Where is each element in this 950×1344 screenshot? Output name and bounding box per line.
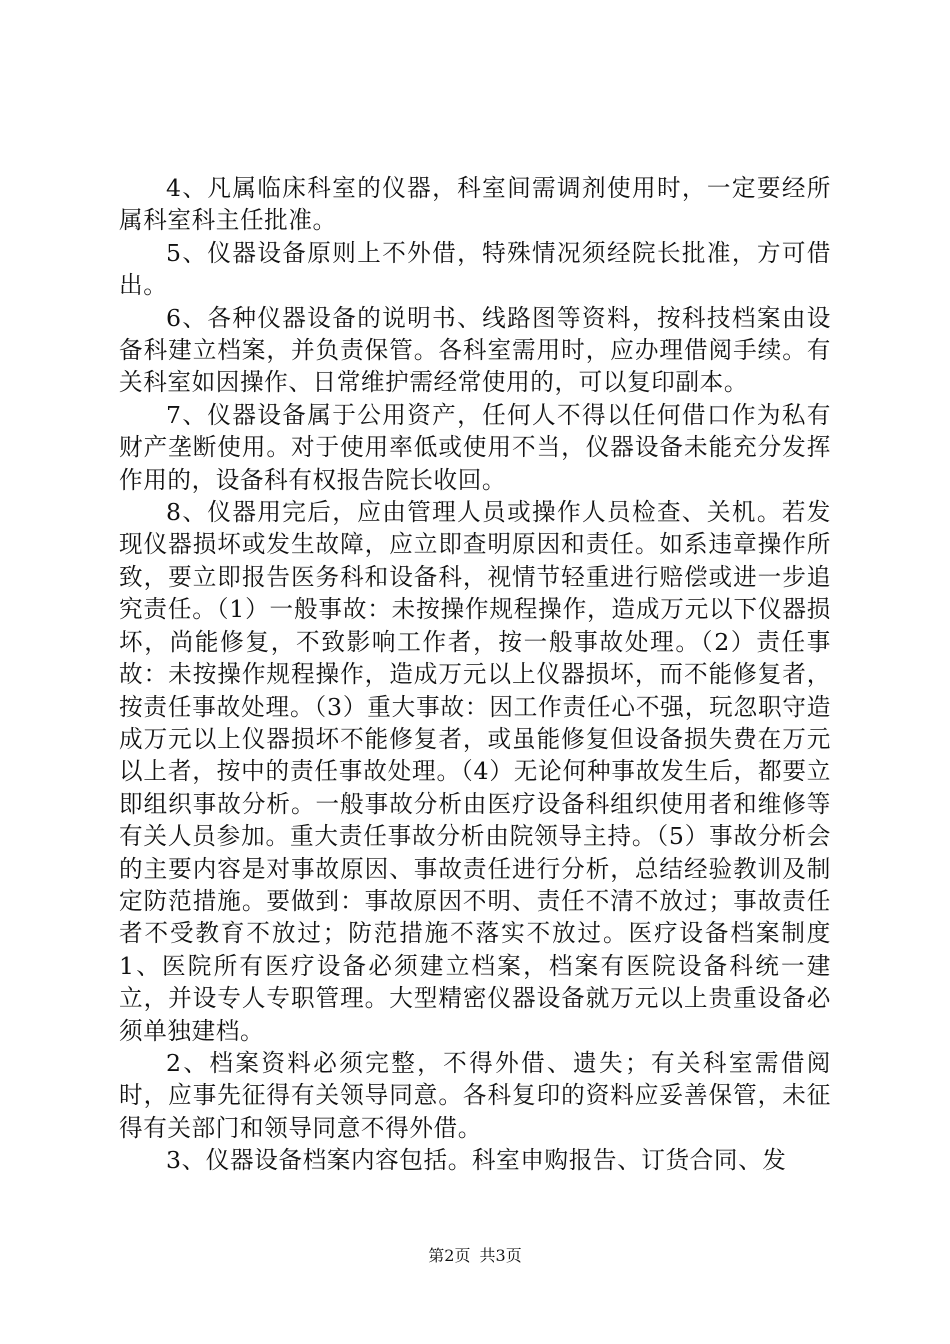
paragraph-item-6: 6、各种仪器设备的说明书、线路图等资料，按科技档案由设备科建立档案，并负责保管。各科室需用时，应办理借阅手续。有关科室如因操作、日常维护需经常使用的，可以复印副本。	[119, 303, 831, 397]
paragraph-archive-3: 3、仪器设备档案内容包括。科室申购报告、订货合同、发	[166, 1146, 787, 1175]
paragraph-item-8: 8、仪器用完后，应由管理人员或操作人员检查、关机。若发现仪器损坏或发生故障，应立即查明原因和责任。如系违章操作所致，要立即报告医务科和设备科，视情节轻重进行赔偿或进一步追究责任。（1）一般事故：未按操作规程操作，造成万元以下仪器损坏，尚能修复，不致影响工作者，按一般事故处理。（2）责任事故：未按操作规程操作，造成万元以上仪器损坏，而不能修复者，按责任事故处理。（3）重大事故：因工作责任心不强，玩忽职守造成万元以上仪器损坏不能修复者，或虽能修复但设备损失费在万元以上者，按中的责任事故处理。（4）无论何种事故发生后，都要立即组织事故分析。一般事故分析由医疗设备科组织使用者和维修等有关人员参加。重大责任事故分析由院领导主持。（5）事故分析会的主要内容是对事故原因、事故责任进行分析，总结经验教训及制定防范措施。要做到：事故原因不明、责任不清不放过；事故责任者不受教育不放过；防范措施不落实不放过。医疗设备档案制度1、医院所有医疗设备必须建立档案，档案有医院设备科统一建立，并设专人专职管理。大型精密仪器设备就万元以上贵重设备必须单独建档。	[119, 498, 831, 1045]
page-number: 第2页	[428, 1246, 471, 1265]
page-footer	[0, 1246, 950, 1266]
paragraph-item-5: 5、仪器设备原则上不外借，特殊情况须经院长批准，方可借出。	[119, 238, 831, 300]
document-body	[119, 172, 831, 1177]
paragraph-item-4: 4、凡属临床科室的仪器，科室间需调剂使用时，一定要经所属科室科主任批准。	[119, 174, 831, 235]
page-total: 共3页	[479, 1246, 522, 1265]
paragraph-item-7: 7、仪器设备属于公用资产，任何人不得以任何借口作为私有财产垄断使用。对于使用率低或使用不当，仪器设备未能充分发挥作用的，设备科有权报告院长收回。	[119, 400, 831, 494]
paragraph-archive-2: 2、档案资料必须完整，不得外借、遗失；有关科室需借阅时，应事先征得有关领导同意。各科复印的资料应妥善保管，未征得有关部门和领导同意不得外借。	[119, 1048, 831, 1142]
